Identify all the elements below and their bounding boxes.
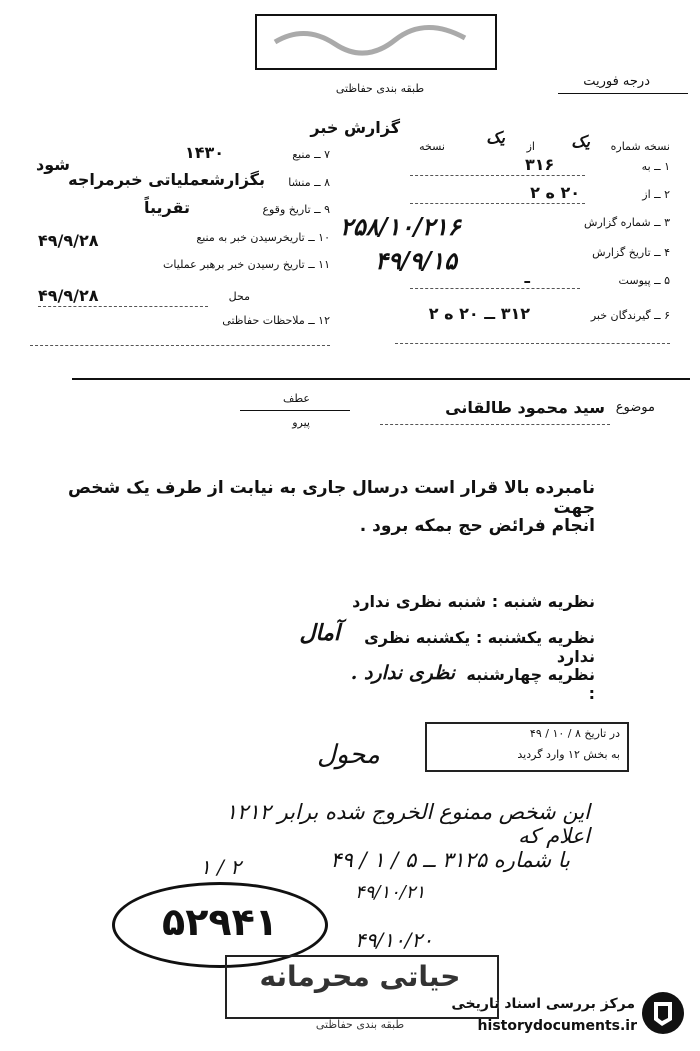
field-origin-continuation: شود <box>36 155 70 174</box>
report-title: گزارش خبر <box>310 118 400 137</box>
field-report-date-value: ۴۹/۹/۱۵ <box>375 246 457 275</box>
copy-of-value: یک <box>486 128 505 147</box>
field-recipients-dashline <box>395 343 670 344</box>
field-date-received-source-value: ۴۹/۹/۲۸ <box>38 231 99 250</box>
urgency-underline <box>558 93 688 94</box>
ref-separator <box>240 410 350 411</box>
field-recipients-label: ۶ ــ گیرندگان خبر <box>590 309 670 322</box>
field-attachment-dashline <box>410 288 580 289</box>
ref-peyro-label: پیرو <box>292 416 310 429</box>
field-to-label: ۱ ــ به <box>641 160 670 173</box>
field-from-value: ۲۰ ه ۲ <box>530 183 580 202</box>
watermark-line-1: مرکز بررسی اسناد تاریخی <box>451 996 635 1012</box>
ref-atf-label: عطف <box>283 392 310 405</box>
body-line-2: انجام فرائض حج بمکه برود . <box>359 516 595 536</box>
receipt-stamp-line2: به بخش ۱۲ وارد گردید <box>517 748 620 761</box>
watermark-line-2: historydocuments.ir <box>477 1018 637 1034</box>
field-report-number-value: ۲۵۸/۱۰/۲۱۶ <box>340 212 461 241</box>
handwritten-note-2: این شخص ممنوع الخروج شده برابر ۱۲۱۲ اعلام که <box>225 800 590 848</box>
classification-caption: طبقه بندی حفاظتی <box>335 82 425 95</box>
field-to-dashline <box>410 175 585 176</box>
classification-scribble <box>265 20 485 56</box>
opinion-wednesday-handwritten: نظری ندارد . <box>350 662 455 684</box>
field-origin-label: ۸ ــ منشا <box>288 176 330 189</box>
header-separator <box>72 378 690 380</box>
field-location-dashline <box>38 306 208 307</box>
body-line-1: نامبرده بالا قرار است درسال جاری به نیابت از طرف یک شخص جهت <box>68 478 595 518</box>
field-date-received-leader-label: ۱۱ ــ تاریخ رسیدن خبر برهبر عملیات <box>163 258 330 271</box>
copy-of-label: از <box>526 140 535 153</box>
field-origin-value: بگزارشعملیاتی خبرمراجه <box>68 170 265 189</box>
field-source-value: ۱۴۳۰ <box>185 143 225 162</box>
field-report-number-label: ۳ ــ شماره گزارش <box>584 216 670 229</box>
field-security-notes-dashline <box>30 345 330 346</box>
field-to-value: ۳۱۶ <box>525 155 555 174</box>
field-security-notes-label: ۱۲ ــ ملاحظات حفاظتی <box>222 314 330 327</box>
field-date-received-source-label: ۱۰ ــ تاریخرسیدن خبر به منبع <box>196 231 330 244</box>
handwritten-note-5: ۴۹/۱۰/۲۱ <box>355 882 426 903</box>
urgency-label: درجه فوریت <box>583 74 650 89</box>
field-from-label: ۲ ــ از <box>642 188 670 201</box>
bottom-stamp-text: حیاتی محرمانه <box>259 960 461 993</box>
bottom-stamp-date: ۴۹/۱۰/۲۰ <box>355 928 433 952</box>
field-source-label: ۷ ــ منبع <box>292 148 330 161</box>
opinion-wednesday: نظریه چهارشنبه : <box>466 665 595 703</box>
field-date-occurred-label: ۹ ــ تاریخ وقوع <box>262 203 330 216</box>
copy-number-label: نسخه شماره <box>610 140 670 153</box>
field-from-dashline <box>410 203 585 204</box>
receipt-stamp-line1: در تاریخ ۸ / ۱۰ / ۴۹ <box>529 727 620 740</box>
field-report-date-label: ۴ ــ تاریخ گزارش <box>592 246 670 259</box>
opinion-saturday: نظریه شنبه : شنبه نظری ندارد <box>352 592 595 611</box>
copy-number-value: یک <box>571 132 590 151</box>
bottom-stamp-caption: طبقه بندی حفاظتی <box>315 1018 405 1031</box>
file-number: ۵۲۹۴۱ <box>162 900 278 944</box>
field-location-value: ۴۹/۹/۲۸ <box>38 286 99 305</box>
opinion-sunday: نظریه یکشنبه : یکشنبه نظری ندارد <box>364 628 595 666</box>
opinion-sunday-signature: آمال <box>299 620 340 646</box>
subject-value: سید محمود طالقانی <box>445 398 605 417</box>
field-recipients-value: ۳۱۲ ــ ۲۰ ه ۲ <box>428 304 530 323</box>
handwritten-note-3: با شماره ۳۱۲۵ ــ ۵ / ۱ / ۴۹ <box>330 848 570 872</box>
watermark-logo-icon <box>640 990 686 1036</box>
field-location-label: محل <box>228 290 250 303</box>
handwritten-note-4: ۱ / ۲ <box>200 855 241 879</box>
subject-dashline <box>380 424 610 425</box>
subject-label: موضوع <box>615 400 655 415</box>
copy-suffix: نسخه <box>419 140 445 153</box>
field-attachment-value: ـ <box>524 268 530 287</box>
field-attachment-label: ۵ ــ پیوست <box>618 274 670 287</box>
handwritten-note-1: محول <box>316 740 380 770</box>
field-date-occurred-value: تقریباً <box>143 198 190 217</box>
